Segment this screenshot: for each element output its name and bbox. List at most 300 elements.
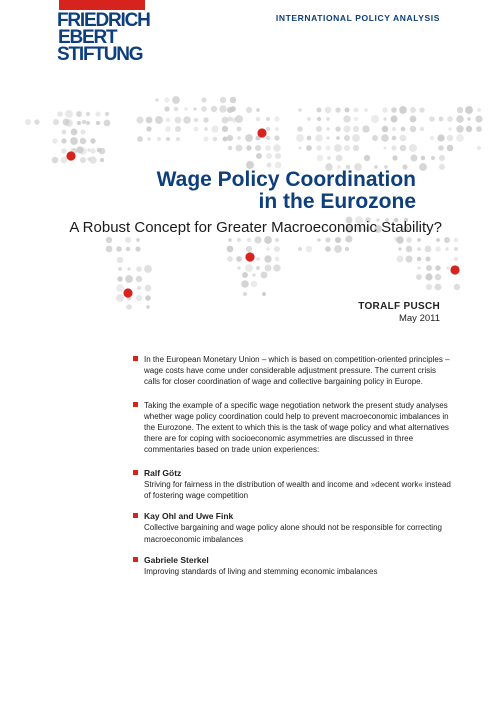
bullet-square [133,470,138,475]
map-dot [256,117,260,121]
map-dot [419,107,424,112]
map-dot [477,108,481,112]
map-dot [391,107,397,113]
map-dot [274,135,279,140]
map-dot [354,117,358,121]
map-dot [344,126,351,133]
map-dot [307,117,311,121]
map-dot [437,134,444,141]
map-dot [382,107,387,112]
map-dot [315,134,322,141]
map-dot [444,237,450,243]
map-dot [105,112,109,116]
commentary-author: Gabriele Sterkel [144,554,209,565]
map-dot [431,156,435,160]
map-dot [325,107,332,114]
map-dot [184,107,188,111]
map-dot [81,130,86,135]
map-dot [383,146,386,149]
map-dot [306,145,312,151]
map-dot [135,246,140,251]
map-dot [344,145,350,151]
map-dot-highlight [66,151,75,160]
map-dot [335,126,340,131]
map-dot [34,119,39,124]
map-dot [117,257,123,263]
map-dot [326,238,331,243]
map-dot [82,120,86,124]
map-dot [352,134,360,142]
map-dot [126,304,132,310]
map-dot [230,97,237,104]
map-dot [438,145,444,151]
title-line-1: Wage Policy Coordination [156,168,416,191]
map-dot [383,117,386,120]
commentary-item [133,468,451,502]
commentary-text: Striving for fairness in the distribution of wealth and income and »decent work« instead of fostering wage competition [144,479,451,501]
map-dot [436,238,440,242]
map-dot [426,284,432,290]
map-dot [275,153,281,159]
summary-item [133,400,451,456]
map-dot [147,137,150,140]
map-dot [203,117,208,122]
map-dot-highlight [450,265,459,274]
map-dot [136,238,140,242]
map-dot [306,246,313,253]
map-dot [381,134,388,141]
map-dot [126,247,131,252]
commentary-item [133,511,451,545]
map-dot [372,135,378,141]
map-dot [145,295,150,300]
map-dot [274,116,279,121]
map-dot [243,292,247,296]
map-dot [266,117,270,121]
map-dot [76,111,82,117]
map-dot [146,305,150,309]
map-dot [222,117,229,124]
map-dot [267,163,272,168]
map-dot [391,145,396,150]
map-dot [127,267,130,270]
map-dot [176,137,180,141]
map-dot [417,266,420,269]
map-dot [236,145,243,152]
map-dot [65,119,73,127]
author-name: TORALF PUSCH [358,301,440,312]
map-dot [317,117,321,121]
map-dot [222,136,227,141]
map-dot [439,155,445,161]
map-dot [96,112,101,117]
map-dot [174,107,178,111]
map-dot [65,110,73,118]
map-dot [219,105,226,112]
map-dot-highlight [257,128,266,137]
map-dot [87,148,90,151]
map-dot [417,238,421,242]
map-dot [316,145,321,150]
map-dot [246,145,251,150]
map-dot [53,119,59,125]
map-dot [316,126,322,132]
publication-date: May 2011 [398,313,440,324]
map-dot [146,117,153,124]
map-dot [456,115,464,123]
bullet-square [133,557,138,562]
map-dot [245,264,253,272]
map-dot [211,106,217,112]
map-dot [435,265,440,270]
map-dot [275,257,280,262]
map-dot [397,256,404,263]
map-dot [61,157,68,164]
bullet-square [133,356,138,361]
map-dot [262,292,266,296]
map-dot [266,127,270,131]
map-dot [255,145,261,151]
map-dot [117,276,122,281]
map-dot [166,137,170,141]
map-dot [256,266,260,270]
map-dot [307,136,312,141]
map-dot [237,238,241,242]
fes-logo [57,12,153,63]
map-dot [417,247,421,251]
map-dot [447,116,453,122]
series-label: INTERNATIONAL POLICY ANALYSIS [275,13,440,23]
map-dot [410,154,417,161]
map-dot [456,134,464,142]
commentary-text: Improving standards of living and stemming economic imbalances [144,567,378,577]
map-dot [429,116,435,122]
map-dot [421,156,426,161]
map-dot [256,153,262,159]
map-dot [298,108,302,112]
map-dot [62,130,67,135]
map-dot [172,96,180,104]
map-dot [454,238,459,243]
map-dot [137,136,143,142]
logo-line-3: STIFTUNG [57,44,143,65]
map-dot [201,106,207,112]
map-dot [77,121,81,125]
map-dot [157,137,161,141]
map-dot [213,137,218,142]
map-dot [343,115,350,122]
map-dot [326,136,329,139]
map-dot [222,126,228,132]
map-dot [466,126,472,132]
summary-item [133,354,451,388]
map-dot [100,158,104,162]
map-dot [327,156,331,160]
map-dot [334,245,342,253]
map-dot [325,246,331,252]
map-dot [448,127,452,131]
map-dot [252,273,255,276]
map-dot [256,257,260,261]
map-dot [273,264,280,271]
map-dot [336,136,340,140]
map-dot [445,247,449,251]
map-dot [457,107,463,113]
map-dot [406,256,413,263]
map-dot [364,155,370,161]
map-dot [454,247,458,251]
map-dot [265,265,272,272]
map-dot [118,267,122,271]
map-dot [399,106,407,114]
map-dot [409,144,417,152]
map-dot-highlight [123,288,132,297]
map-dot [477,146,481,150]
map-dot [52,157,58,163]
map-dot [155,98,159,102]
map-dot [61,138,66,143]
map-dot [137,286,141,290]
map-dot [298,247,302,251]
map-dot [164,97,169,102]
map-dot [144,265,152,273]
map-dot [353,145,359,151]
map-dot [52,138,57,143]
logo-line-1: FRIEDRICH [57,10,150,31]
map-dot [220,97,226,103]
map-dot [106,246,113,253]
map-dot [242,272,248,278]
map-dot [439,117,444,122]
map-dot [362,125,369,132]
summary-list [133,354,451,587]
map-dot [104,120,111,127]
map-dot [454,284,460,290]
map-dot [194,118,198,122]
map-dot [228,238,231,241]
map-dot [266,153,272,159]
map-dot [227,246,234,253]
map-dot [417,257,422,262]
map-dot [353,126,359,132]
summary-text: Taking the example of a specific wage negotiation network the present study analyses whether wage policy coordination could help to prevent macroeconomic imbalances in the Eurozone. The extent to which this is the task of wage policy and what alternatives there are for coping with socioeconomic asymmetries are discussed in three commentaries based on trade union experiences: [144,400,449,455]
map-dot [364,108,368,112]
map-dot [228,146,233,151]
map-dot [237,266,240,269]
map-dot [246,246,252,252]
map-dot [275,238,279,242]
map-dot [116,284,124,292]
map-dot [237,136,241,140]
map-dot [227,256,233,262]
map-dot [106,237,112,243]
logo-line-2: EBERT [58,27,117,48]
map-dot [344,135,350,141]
map-dot [87,157,91,161]
map-dot [264,255,271,262]
title-line-2: in the Eurozone [258,190,416,213]
map-dot [410,126,416,132]
map-dot [400,135,407,142]
map-dot [261,272,268,279]
map-dot [97,148,102,153]
map-dot [256,108,260,112]
map-dot [410,116,417,123]
commentary-text: Collective bargaining and wage policy alone should not be responsible for correcting macroeconomic imbalances [144,523,442,544]
map-dot [475,115,482,122]
map-dot [175,117,182,124]
map-dot [245,134,253,142]
map-dot [254,236,261,243]
map-dot [454,257,459,262]
map-dot [396,236,403,243]
map-dot [236,256,242,262]
map-dot [326,127,330,131]
map-dot [165,126,171,132]
map-dot [227,135,233,141]
map-dot [467,117,470,120]
map-dot [446,266,450,270]
map-dot [317,108,322,113]
map-dot [251,281,257,287]
bullet-square [133,513,138,518]
map-dot [419,163,427,171]
map-dot [241,280,248,287]
map-dot [264,236,272,244]
map-dot [353,107,358,112]
map-dot [335,107,340,112]
map-dot [371,115,379,123]
map-dot [80,138,86,144]
map-dot [296,134,304,142]
map-dot [175,126,181,132]
map-dot [25,119,31,125]
map-dot [246,107,252,113]
map-dot [317,155,323,161]
map-dot [211,125,218,132]
map-dot [401,127,406,132]
map-dot [227,107,233,113]
document-title [157,169,416,213]
bullet-square [133,402,138,407]
document-subtitle: A Robust Concept for Greater Macroeconomic Stability? [69,219,442,236]
map-dot [334,144,342,152]
map-dot [194,127,199,132]
map-dot [465,106,473,114]
map-dot [392,155,397,160]
map-dot [406,246,413,253]
map-dot [70,137,78,145]
map-dot [435,246,441,252]
commentary-author: Ralf Götz [144,467,182,478]
map-dot [326,117,330,121]
commentary-item [133,555,451,577]
map-dot [426,257,431,262]
map-dot [435,284,442,291]
map-dot [345,247,349,251]
map-dot [164,106,169,111]
map-dot [237,127,242,132]
map-dot [398,247,401,250]
map-dot [155,116,163,124]
logo-bar [59,0,145,10]
map-dot [273,144,280,151]
map-dot [425,246,432,253]
map-dot [96,121,100,125]
map-dot [275,127,279,131]
map-dot [90,138,95,143]
map-dot [136,116,143,123]
map-dot [391,116,398,123]
map-dot [425,273,432,280]
map-dot [61,148,66,153]
map-dot [297,126,303,132]
map-dot [228,117,233,122]
map-dot [456,125,463,132]
map-dot [86,112,90,116]
map-dot [166,118,171,123]
map-dot [476,126,482,132]
map-dot [136,295,142,301]
map-dot [80,157,86,163]
map-dot [317,238,320,241]
map-dot [90,148,95,153]
map-dot [420,127,424,131]
map-dot [247,238,251,242]
map-dot [183,116,190,123]
map-dot [204,127,208,131]
map-dot [86,121,90,125]
map-dot [116,246,122,252]
map-dot [136,276,142,282]
map-dot [426,265,432,271]
map-dot-highlight [245,252,254,261]
map-dot [266,136,270,140]
map-dot [71,129,78,136]
map-dot [116,294,124,302]
map-dot [266,247,270,251]
map-dot [76,146,83,153]
map-dot [335,237,341,243]
commentary-author: Kay Ohl and Uwe Fink [144,511,234,522]
map-dot [447,145,454,152]
map-dot [430,136,434,140]
map-dot [298,146,302,150]
map-dot [235,115,243,123]
map-dot [326,146,331,151]
map-dot [57,111,63,117]
map-dot [410,107,416,113]
map-dot [336,155,343,162]
map-dot [203,136,208,141]
map-dot [265,145,271,151]
map-dot [416,274,422,280]
map-dot [146,126,151,131]
map-dot [274,246,280,252]
map-dot [201,97,206,102]
map-dot [435,274,442,281]
summary-text: In the European Monetary Union – which is based on competition-oriented principles – wage costs have come under considerable adjustment pressure. The current crisis calls for closer coordination of wage and collective bargaining policy in Europe. [144,355,450,387]
map-dot [406,237,412,243]
map-dot [125,275,133,283]
map-dot [439,164,445,170]
map-dot [344,107,349,112]
map-dot [125,237,131,243]
map-dot [193,107,196,110]
map-dot [382,126,389,133]
map-dot [136,266,142,272]
map-dot [392,136,397,141]
